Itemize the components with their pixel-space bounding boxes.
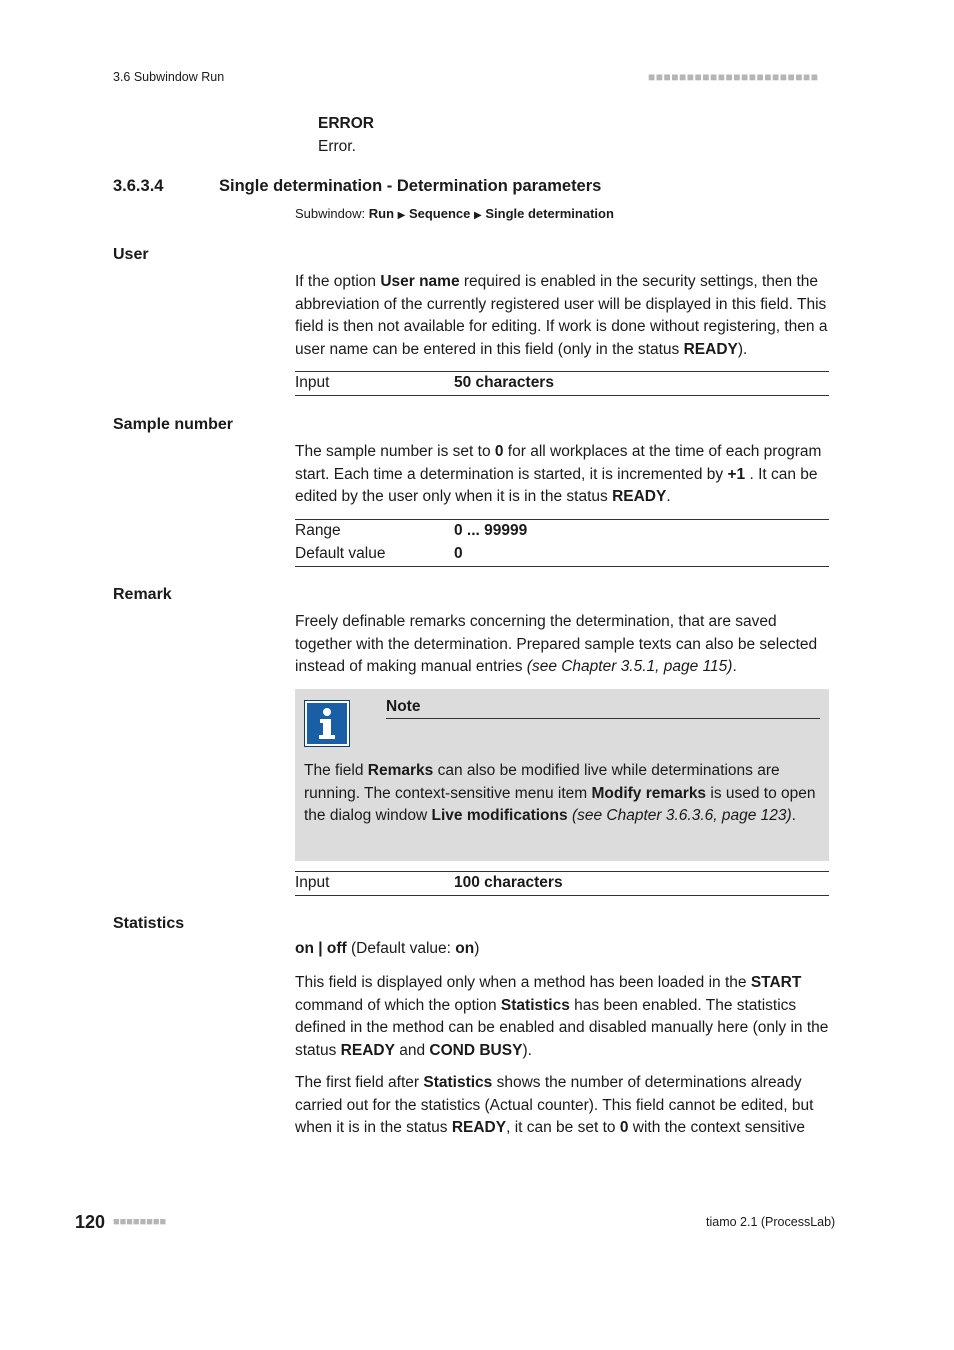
error-term: ERROR [318, 115, 374, 132]
param-key: Input [295, 374, 330, 391]
note-title: Note [386, 698, 820, 719]
statistics-options: on | off (Default value: on) [295, 940, 480, 957]
param-row [295, 520, 829, 543]
param-value: 0 ... 99999 [454, 522, 528, 539]
param-key: Default value [295, 545, 386, 562]
info-icon [304, 700, 350, 747]
param-row [295, 372, 829, 395]
sample-number-param-table [295, 519, 829, 567]
footer-dots: ■■■■■■■■ [113, 1216, 167, 1228]
remark-description: Freely definable remarks concerning the determination, that are saved together with the determination. Prepared sample texts can also be selected instead of making manual entries (see Chapter 3.5.1, page 115). [295, 613, 818, 676]
running-header-dots: ■■■■■■■■■■■■■■■■■■■■■■ [648, 70, 819, 84]
sample-number-description: The sample number is set to 0 for all workplaces at the time of each program start. Each time a determination is started, it is incremented by +1 . It can be edited by the user only when it is in the status READY. [295, 443, 822, 506]
remark-param-table [295, 871, 829, 896]
breadcrumb-arrow-icon: ▶ [397, 210, 406, 221]
param-value: 50 characters [454, 374, 554, 391]
chapter-reference[interactable]: (see Chapter 3.5.1, page 115) [526, 658, 733, 676]
breadcrumb-run: Run [368, 206, 395, 221]
param-value: 100 characters [454, 874, 563, 891]
breadcrumb-single-determination: Single determination [485, 206, 614, 221]
product-name: tiamo 2.1 (ProcessLab) [706, 1215, 836, 1229]
sample-number-label: Sample number [113, 416, 234, 433]
statistics-description-1: This field is displayed only when a method has been loaded in the START command of which the option Statistics has been enabled. The statistics defined in the method can be enabled and disabled manually here (only in the status READY and COND BUSY). [295, 974, 829, 1059]
param-value: 0 [454, 545, 463, 562]
breadcrumb-label: Subwindow: [295, 206, 366, 221]
note-text: The field Remarks can also be modified live while determinations are running. The context-sensitive menu item Modify remarks is used to open the dialog window Live modifications (see Chapter 3.6.3.6, page 123). [304, 762, 816, 825]
param-row [295, 543, 829, 566]
breadcrumb-sequence: Sequence [408, 206, 471, 221]
note-box [295, 689, 829, 861]
page-number: 120 [75, 1212, 106, 1232]
statistics-description-2: The first field after Statistics shows the number of determinations already carried out for the statistics (Actual counter). This field cannot be edited, but when it is in the status READY, it can be set to 0 with the context sensitive [295, 1074, 814, 1137]
running-header-section: 3.6 Subwindow Run [113, 70, 225, 84]
param-key: Input [295, 874, 330, 891]
user-param-table [295, 371, 829, 396]
user-label: User [113, 246, 149, 263]
statistics-label: Statistics [113, 915, 185, 932]
section-title: Single determination - Determination parameters [219, 177, 602, 195]
user-description: If the option User name required is enabled in the security settings, then the abbreviation of the currently registered user will be displayed in this field. This field is then not available for editing. If work is done without registering, then a user name can be entered in this field (only in the status READY). [295, 273, 828, 358]
section-number: 3.6.3.4 [113, 177, 164, 195]
chapter-reference[interactable]: (see Chapter 3.6.3.6, page 123) [571, 807, 792, 825]
error-desc: Error. [318, 138, 356, 155]
param-row [295, 872, 829, 895]
param-key: Range [295, 522, 341, 539]
subwindow-breadcrumb [295, 206, 614, 221]
remark-label: Remark [113, 586, 172, 603]
breadcrumb-arrow-icon: ▶ [474, 210, 482, 221]
